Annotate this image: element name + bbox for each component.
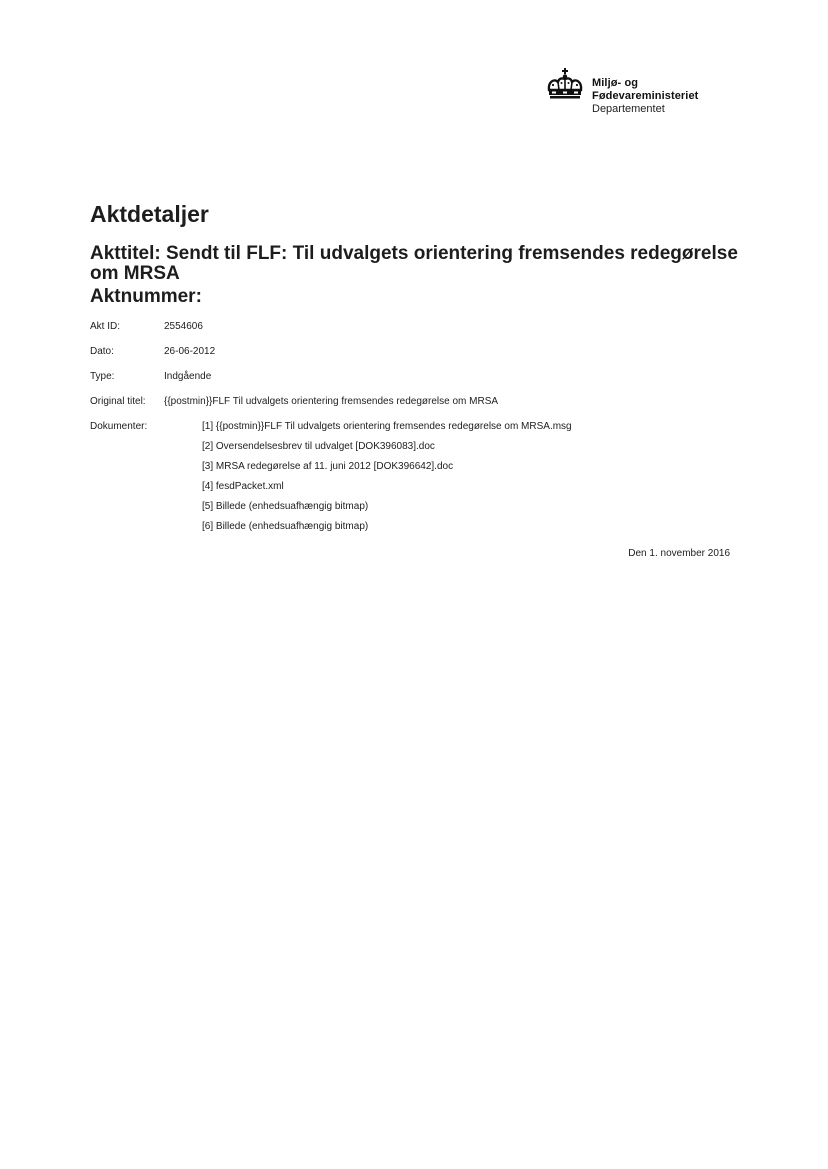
org-name-line2: Fødevareministeriet bbox=[592, 90, 699, 102]
org-department: Departementet bbox=[592, 103, 665, 115]
dato-value: 26-06-2012 bbox=[164, 346, 216, 357]
akt-title: Akttitel: Sendt til FLF: Til udvalgets orientering fremsendes redegørelse om MRSA bbox=[90, 243, 738, 284]
dato-label: Dato: bbox=[90, 346, 114, 357]
document-item: [2] Oversendelsesbrev til udvalget [DOK396083].doc bbox=[202, 441, 435, 452]
document-item: [5] Billede (enhedsuafhængig bitmap) bbox=[202, 501, 369, 512]
document-date: Den 1. november 2016 bbox=[628, 548, 730, 559]
crown-icon bbox=[544, 68, 586, 102]
document-list bbox=[202, 420, 572, 540]
type-label: Type: bbox=[90, 371, 115, 382]
original-titel-label: Original titel: bbox=[90, 396, 146, 407]
dokumenter-label: Dokumenter: bbox=[90, 421, 148, 432]
akt-number-label: Aktnummer: bbox=[90, 286, 202, 307]
type-value: Indgående bbox=[164, 371, 212, 382]
original-titel-value: {{postmin}}FLF Til udvalgets orientering fremsendes redegørelse om MRSA bbox=[164, 396, 499, 407]
document-item: [3] MRSA redegørelse af 11. juni 2012 [DOK396642].doc bbox=[202, 461, 454, 472]
page-title: Aktdetaljer bbox=[90, 201, 209, 227]
document-item: [6] Billede (enhedsuafhængig bitmap) bbox=[202, 521, 369, 532]
document-item: [1] {{postmin}}FLF Til udvalgets orientering fremsendes redegørelse om MRSA.msg bbox=[202, 421, 572, 432]
document-item: [4] fesdPacket.xml bbox=[202, 481, 284, 492]
akt-id-value: 2554606 bbox=[164, 321, 203, 332]
org-name-line1: Miljø- og bbox=[592, 77, 639, 89]
akt-id-label: Akt ID: bbox=[90, 321, 121, 332]
letterhead bbox=[540, 66, 740, 122]
